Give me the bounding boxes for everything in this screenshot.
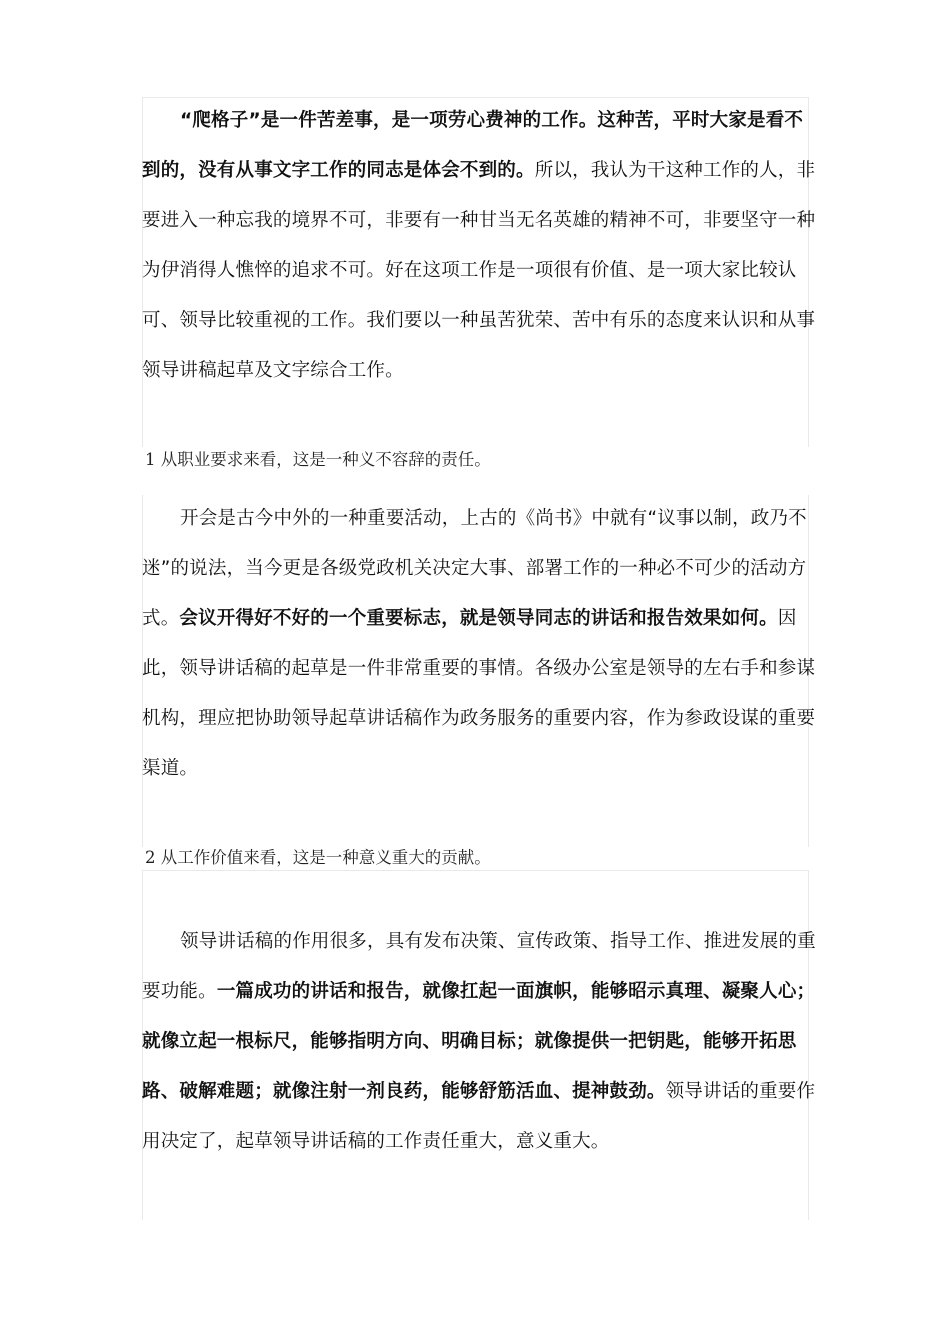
- paragraph-1-bold-lead: “爬格子”是一件苦差事，是一项劳心费神的工作。这种苦，平时大家是看不到的，没有从事文字工作的同志是体会不到的。: [142, 110, 804, 181]
- paragraph-2-text: 因此，领导讲话稿的起草是一件非常重要的事情。各级办公室是领导的左右手和参谋机构，理应把协助领导起草讲话稿作为政务服务的重要内容，作为参政设谋的重要渠道。: [142, 608, 816, 779]
- section-heading-2: 2 从工作价值来看，这是一种意义重大的贡献。: [145, 848, 491, 867]
- paragraph-1: [142, 96, 818, 396]
- paragraph-2-bold: 会议开得好不好的一个重要标志，就是领导同志的讲话和报告效果如何。: [179, 608, 778, 629]
- section-heading-1: 1 从职业要求来看，这是一种义不容辞的责任。: [145, 450, 491, 469]
- paragraph-3-text: 领导讲话的重要作用决定了，起草领导讲话稿的工作责任重大，意义重大。: [142, 1081, 816, 1152]
- paragraph-3: [142, 917, 818, 1167]
- paragraph-3-bold: 一篇成功的讲话和报告，就像扛起一面旗帜，能够昭示真理、凝聚人心；就像立起一根标尺，能够指明方向、明确目标；就像提供一把钥匙，能够开拓思路、破解难题；就像注射一剂良药，能够舒筋活血、提神鼓劲。: [142, 981, 816, 1102]
- paragraph-2: [142, 494, 818, 794]
- paragraph-3-text-lead: 领导讲话稿的作用很多，具有发布决策、宣传政策、指导工作、推进发展的重要功能。: [142, 931, 816, 1002]
- paragraph-1-text: 所以，我认为干这种工作的人，非要进入一种忘我的境界不可，非要有一种甘当无名英雄的精神不可，非要坚守一种为伊消得人憔悴的追求不可。好在这项工作是一项很有价值、是一项大家比较认可、领导比较重视的工作。我们要以一种虽苦犹荣、苦中有乐的态度来认识和从事领导讲稿起草及文字综合工作。: [142, 160, 816, 381]
- paragraph-2-text-lead: 开会是古今中外的一种重要活动，上古的《尚书》中就有“议事以制，政乃不迷”的说法，当今更是各级党政机关决定大事、部署工作的一种必不可少的活动方式。: [142, 508, 807, 629]
